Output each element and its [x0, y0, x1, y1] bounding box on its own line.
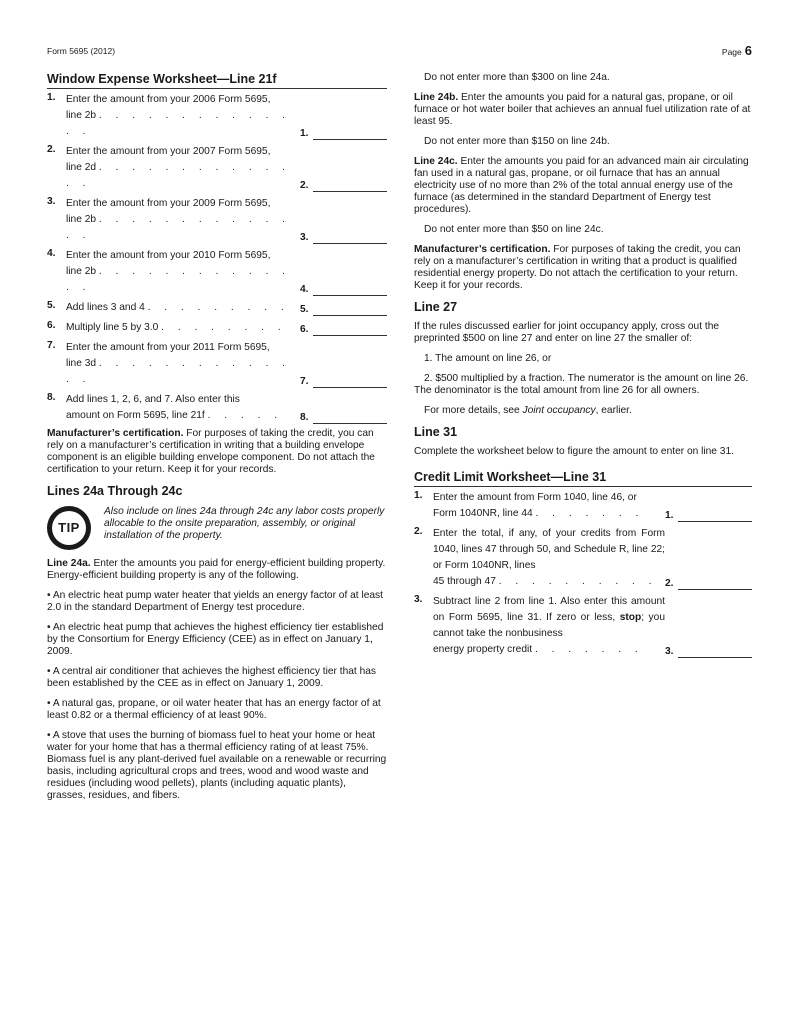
dot-leader: . . . . . . . . . . . . . . — [66, 266, 291, 293]
row-text — [433, 526, 665, 590]
dot-leader: . . . . . . . . . . . . . . — [66, 110, 291, 137]
manufacturer-certification-paragraph — [47, 428, 387, 476]
row-number: 4. — [47, 248, 56, 259]
limit-24a: Do not enter more than $300 on line 24a. — [424, 72, 610, 83]
manufacturer-certification-paragraph — [414, 244, 752, 292]
window-ws-row-4 — [47, 248, 387, 296]
row-text-line2: Add lines 3 and 4 — [66, 302, 145, 313]
amount-entry-line-6[interactable] — [313, 321, 387, 336]
dot-leader: . . . . . . . — [534, 644, 644, 655]
row-ref: 2. — [300, 180, 309, 191]
row-number: 2. — [47, 144, 56, 155]
row-ref: 2. — [665, 578, 674, 589]
row-ref: 3. — [665, 646, 674, 657]
row-ref: 5. — [300, 304, 309, 315]
row-text — [66, 196, 300, 244]
row-text — [66, 144, 300, 192]
credit-amount-line-1[interactable] — [678, 507, 752, 522]
bullet-heat-pump-water-heater: • An electric heat pump water heater that yields an energy factor of at least 2.0 in the standard Department of Energy test procedure. — [47, 590, 383, 613]
form-identifier: Form 5695 (2012) — [47, 46, 116, 56]
row-text-line2: energy property credit — [433, 644, 533, 655]
row-number: 3. — [414, 594, 423, 605]
dot-leader: . . . . . . . . . . . . . . — [66, 214, 291, 241]
row-text-line2: line 2d — [66, 162, 97, 173]
row-text — [66, 92, 300, 140]
stop-word: stop — [619, 612, 642, 623]
dot-leader: . . . . . . . . . . — [498, 576, 658, 587]
line-31-text: Complete the worksheet below to figure the amount to enter on line 31. — [414, 446, 734, 457]
row-number: 2. — [414, 526, 423, 537]
inline-heading: Line 24c. — [414, 156, 458, 167]
credit-ws-row-3 — [414, 594, 752, 658]
page-label: Page — [721, 47, 742, 57]
window-ws-row-6 — [47, 320, 387, 336]
credit-limit-worksheet-title: Credit Limit Worksheet—Line 31 — [414, 470, 752, 487]
more-details — [414, 405, 752, 417]
credit-ws-row-2 — [414, 526, 752, 590]
row-text — [433, 490, 665, 522]
more-details-pre: For more details, see — [424, 405, 523, 416]
bullet-heat-pump: • An electric heat pump that achieves the highest efficiency tier established by the Consortium for Energy Efficiency (CEE) as in effect on January 1, 2009. — [47, 622, 384, 657]
line-31-heading: Line 31 — [414, 425, 458, 439]
row-text-line2: line 3d — [66, 358, 97, 369]
row-text-line2: line 2b — [66, 266, 97, 277]
row-number: 5. — [47, 300, 56, 311]
row-text-line2: amount on Form 5695, line 21f — [66, 410, 205, 421]
bullet-central-air: • A central air conditioner that achieves the highest efficiency tier that has been established by the CEE as in effect on January 1, 2009. — [47, 666, 377, 689]
dot-leader: . . . . . . . . . . . . . . — [66, 358, 291, 385]
amount-entry-line-4[interactable] — [313, 281, 387, 296]
amount-entry-line-5[interactable] — [313, 301, 387, 316]
dot-leader: . . . . . . . . . . . . . . — [66, 162, 291, 189]
row-text-line1: Enter the amount from Form 1040, line 46, or — [433, 492, 637, 503]
page-number-value: 6 — [744, 43, 752, 58]
row-ref: 6. — [300, 324, 309, 335]
inline-heading: Manufacturer’s certification. — [47, 428, 184, 439]
row-text-line1: Subtract line 2 from line 1. Also enter this amount on Form 5695, line 31. If zero or less, — [433, 596, 665, 623]
bullet-biomass-stove: • A stove that uses the burning of biomass fuel to heat your home or heat water for your home that has a thermal efficiency rating of at least 75%. Biomass fuel is any plant-derived fuel available on a renewable or recurring basis, including agricultural crops and trees, wood and wood waste and residues (including wood pellets), plants (including aquatic plants), grasses, residues, and fibers. — [47, 730, 387, 801]
row-text-line2: Multiply line 5 by 3.0 — [66, 322, 159, 333]
amount-entry-line-1[interactable] — [313, 125, 387, 140]
row-ref: 8. — [300, 412, 309, 423]
dot-leader: . . . . . — [207, 410, 283, 421]
credit-amount-line-3[interactable] — [678, 643, 752, 658]
row-text — [433, 594, 665, 658]
window-ws-row-8 — [47, 392, 387, 424]
page-number — [722, 43, 752, 58]
tip-text: Also include on lines 24a through 24c any labor costs properly allocable to the onsite preparation, assembly, or original installation of the property. — [104, 506, 385, 541]
row-text-line1-end: ; you cannot take the nonbusiness — [433, 612, 665, 639]
dot-leader: . . . . . . . . . — [147, 302, 290, 313]
row-ref: 1. — [300, 128, 309, 139]
paragraph-text: Enter the amounts you paid for an advanced main air circulating fan used in a natural gas, propane, or oil furnace that has an annual electricity use of no more than 2% of the total annual energy use of the furnace (as determined in the standard Department of Energy test procedures). — [414, 156, 749, 215]
amount-entry-line-3[interactable] — [313, 229, 387, 244]
amount-entry-line-7[interactable] — [313, 373, 387, 388]
row-text-line2: Form 1040NR, line 44 — [433, 508, 533, 519]
row-text-line1: Enter the amount from your 2007 Form 5695, — [66, 146, 271, 157]
more-details-post: , earlier. — [595, 405, 632, 416]
row-number: 3. — [47, 196, 56, 207]
bullet-gas-water-heater: • A natural gas, propane, or oil water heater that has an energy factor of at least 0.82 or a thermal efficiency of at least 90%. — [47, 698, 381, 721]
row-text — [66, 300, 300, 316]
paragraph-text: Enter the amounts you paid for energy-efficient building property. Energy-efficient building property is any of the following. — [47, 558, 386, 581]
tip-icon — [47, 506, 91, 550]
row-ref: 7. — [300, 376, 309, 387]
row-text — [66, 340, 300, 388]
row-text — [66, 320, 300, 336]
line-24b-paragraph — [414, 92, 752, 128]
window-worksheet-title: Window Expense Worksheet—Line 21f — [47, 72, 387, 89]
amount-entry-line-2[interactable] — [313, 177, 387, 192]
line-24c-paragraph — [414, 156, 752, 216]
row-ref: 1. — [665, 510, 674, 521]
row-number: 7. — [47, 340, 56, 351]
row-ref: 3. — [300, 232, 309, 243]
amount-entry-line-8[interactable] — [313, 409, 387, 424]
row-text-line1: Enter the amount from your 2010 Form 5695, — [66, 250, 271, 261]
tip-box — [47, 506, 387, 550]
row-text-line1: Enter the amount from your 2009 Form 5695, — [66, 198, 271, 209]
paragraph-text: Enter the amounts you paid for a natural gas, propane, or oil furnace or hot water boiler that achieves an annual fuel utilization rate of at least 95. — [414, 92, 751, 127]
limit-24c: Do not enter more than $50 on line 24c. — [424, 224, 604, 235]
lines-24-heading: Lines 24a Through 24c — [47, 484, 183, 498]
inline-heading: Line 24b. — [414, 92, 459, 103]
row-text — [66, 248, 300, 296]
row-text-line1: Enter the amount from your 2011 Form 5695, — [66, 342, 270, 353]
line-27-intro: If the rules discussed earlier for joint occupancy apply, cross out the preprinted $500 on line 27 and enter on line 27 the smaller of: — [414, 321, 720, 344]
window-ws-row-2 — [47, 144, 387, 192]
credit-amount-line-2[interactable] — [678, 575, 752, 590]
row-text-line1: Enter the total, if any, of your credits from Form 1040, lines 47 through 50, and Schedule R, line 22; or Form 1040NR, lines — [433, 528, 665, 571]
row-ref: 4. — [300, 284, 309, 295]
row-number: 1. — [414, 490, 423, 501]
line-27-item-1: 1. The amount on line 26, or — [424, 353, 552, 364]
paragraph-text: For purposes of taking the credit, you can rely on a manufacturer’s certification in writing that a building envelope component is an eligible building envelope component. Do not attach the certification to your return. Keep it for your records. — [47, 428, 375, 475]
line-24a-paragraph — [47, 558, 387, 582]
right-column — [414, 72, 752, 662]
row-text-line2: line 2b — [66, 214, 97, 225]
window-ws-row-1 — [47, 92, 387, 140]
window-ws-row-7 — [47, 340, 387, 388]
inline-heading: Manufacturer’s certification. — [414, 244, 551, 255]
row-number: 1. — [47, 92, 56, 103]
dot-leader: . . . . . . . — [535, 508, 644, 519]
row-number: 6. — [47, 320, 56, 331]
tip-icon-label: TIP — [52, 511, 86, 545]
limit-24b: Do not enter more than $150 on line 24b. — [424, 136, 610, 147]
row-number: 8. — [47, 392, 56, 403]
row-text-line1: Enter the amount from your 2006 Form 5695, — [66, 94, 271, 105]
row-text-line2: line 2b — [66, 110, 97, 121]
window-ws-row-3 — [47, 196, 387, 244]
inline-heading: Line 24a. — [47, 558, 91, 569]
paragraph-text: For purposes of taking the credit, you can rely on a manufacturer’s certification in writing that a product is qualified residential energy property. Do not attach the certification to your return. Keep it for your records. — [414, 244, 741, 291]
dot-leader: . . . . . . . . — [161, 322, 287, 333]
joint-occupancy-reference: Joint occupancy — [522, 405, 596, 416]
window-ws-row-5 — [47, 300, 387, 316]
credit-ws-row-1 — [414, 490, 752, 522]
row-text — [66, 392, 300, 424]
left-column — [47, 72, 387, 810]
line-27-heading: Line 27 — [414, 300, 458, 314]
line-27-item-2: 2. $500 multiplied by a fraction. The numerator is the amount on line 26. The denominator is the total amount from line 26 for all owners. — [414, 373, 749, 396]
row-text-line2: 45 through 47 — [433, 576, 496, 587]
row-text-line1: Add lines 1, 2, 6, and 7. Also enter this — [66, 394, 240, 405]
